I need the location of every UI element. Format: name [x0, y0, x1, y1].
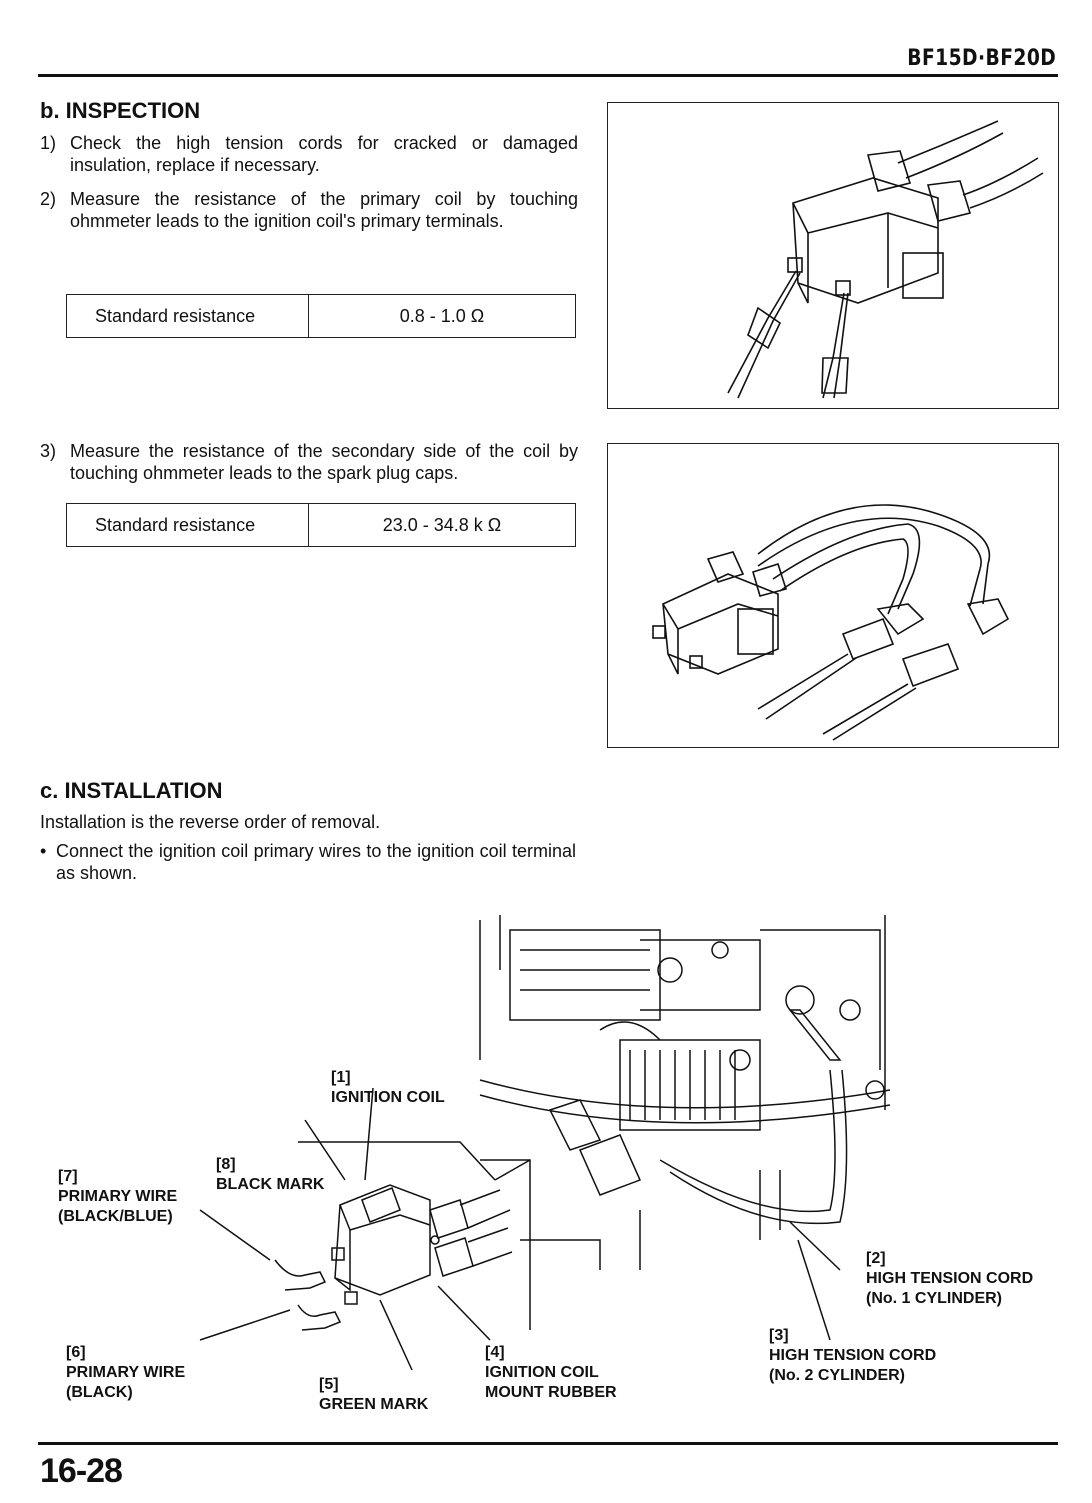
coil-probe-illustration — [608, 103, 1058, 408]
inspection-heading: b. INSPECTION — [40, 98, 201, 123]
installation-heading: c. INSTALLATION — [40, 778, 223, 803]
callout-ignition-coil — [331, 1068, 445, 1108]
callout-id: [7] — [58, 1168, 78, 1185]
step-number: 2) — [40, 189, 57, 209]
spec-value: 23.0 - 34.8 k Ω — [309, 504, 576, 547]
callout-text: IGNITION COIL — [331, 1089, 445, 1106]
inspection-step-2 — [40, 188, 580, 234]
callout-text-line2: (BLACK) — [66, 1384, 133, 1401]
plug-cap-probe-illustration — [608, 444, 1058, 747]
callout-id: [5] — [319, 1376, 339, 1393]
step-number: 1) — [40, 133, 57, 153]
callout-text: GREEN MARK — [319, 1396, 429, 1413]
header-rule — [38, 74, 1058, 77]
spec-value: 0.8 - 1.0 Ω — [309, 295, 576, 338]
bullet-icon: • — [40, 841, 47, 861]
callout-text-line2: (No. 1 CYLINDER) — [866, 1290, 1002, 1307]
secondary-coil-test-figure — [607, 443, 1059, 748]
callout-id: [8] — [216, 1156, 236, 1173]
callout-text-line1: PRIMARY WIRE — [58, 1188, 178, 1205]
callout-id: [1] — [331, 1069, 351, 1086]
page-number: 16-28 — [40, 1452, 122, 1490]
callout-id: [3] — [769, 1327, 789, 1344]
callout-text-line1: PRIMARY WIRE — [66, 1364, 186, 1381]
callout-high-tension-cord-2 — [769, 1326, 936, 1386]
callout-high-tension-cord-1 — [866, 1249, 1033, 1309]
spec-label: Standard resistance — [67, 504, 309, 547]
installation-intro: Installation is the reverse order of removal. — [40, 812, 381, 832]
callout-text-line1: HIGH TENSION CORD — [866, 1270, 1034, 1287]
manual-model-title: BF15D·BF20D — [907, 46, 1056, 71]
footer-rule — [38, 1442, 1058, 1445]
step-text: Check the high tension cords for cracked or damaged insulation, replace if necessary. — [70, 133, 578, 175]
callout-primary-wire-black — [66, 1343, 185, 1403]
bullet-text: Connect the ignition coil primary wires to the ignition coil terminal as shown. — [56, 841, 576, 883]
callout-text: BLACK MARK — [216, 1176, 325, 1193]
primary-coil-test-figure — [607, 102, 1059, 409]
step-text: Measure the resistance of the secondary side of the coil by touching ohmmeter leads to the spark plug caps. — [70, 441, 578, 483]
callout-ignition-coil-mount-rubber — [485, 1343, 617, 1403]
callout-green-mark — [319, 1375, 428, 1415]
callout-primary-wire-black-blue — [58, 1167, 177, 1227]
callout-text-line2: (No. 2 CYLINDER) — [769, 1367, 905, 1384]
step-text: Measure the resistance of the primary coil by touching ohmmeter leads to the ignition coil's primary terminals. — [70, 189, 578, 231]
step-number: 3) — [40, 441, 57, 461]
callout-text-line2: MOUNT RUBBER — [485, 1384, 617, 1401]
inspection-step-3 — [40, 440, 580, 486]
callout-id: [2] — [866, 1250, 886, 1267]
callout-black-mark — [216, 1155, 324, 1195]
callout-id: [4] — [485, 1344, 505, 1361]
inspection-step-1 — [40, 132, 580, 178]
primary-resistance-table — [66, 294, 576, 338]
callout-id: [6] — [66, 1344, 86, 1361]
callout-text-line2: (BLACK/BLUE) — [58, 1208, 173, 1225]
spec-label: Standard resistance — [67, 295, 309, 338]
installation-bullet — [40, 840, 580, 886]
secondary-resistance-table — [66, 503, 576, 547]
callout-text-line1: HIGH TENSION CORD — [769, 1347, 937, 1364]
callout-text-line1: IGNITION COIL — [485, 1364, 599, 1381]
